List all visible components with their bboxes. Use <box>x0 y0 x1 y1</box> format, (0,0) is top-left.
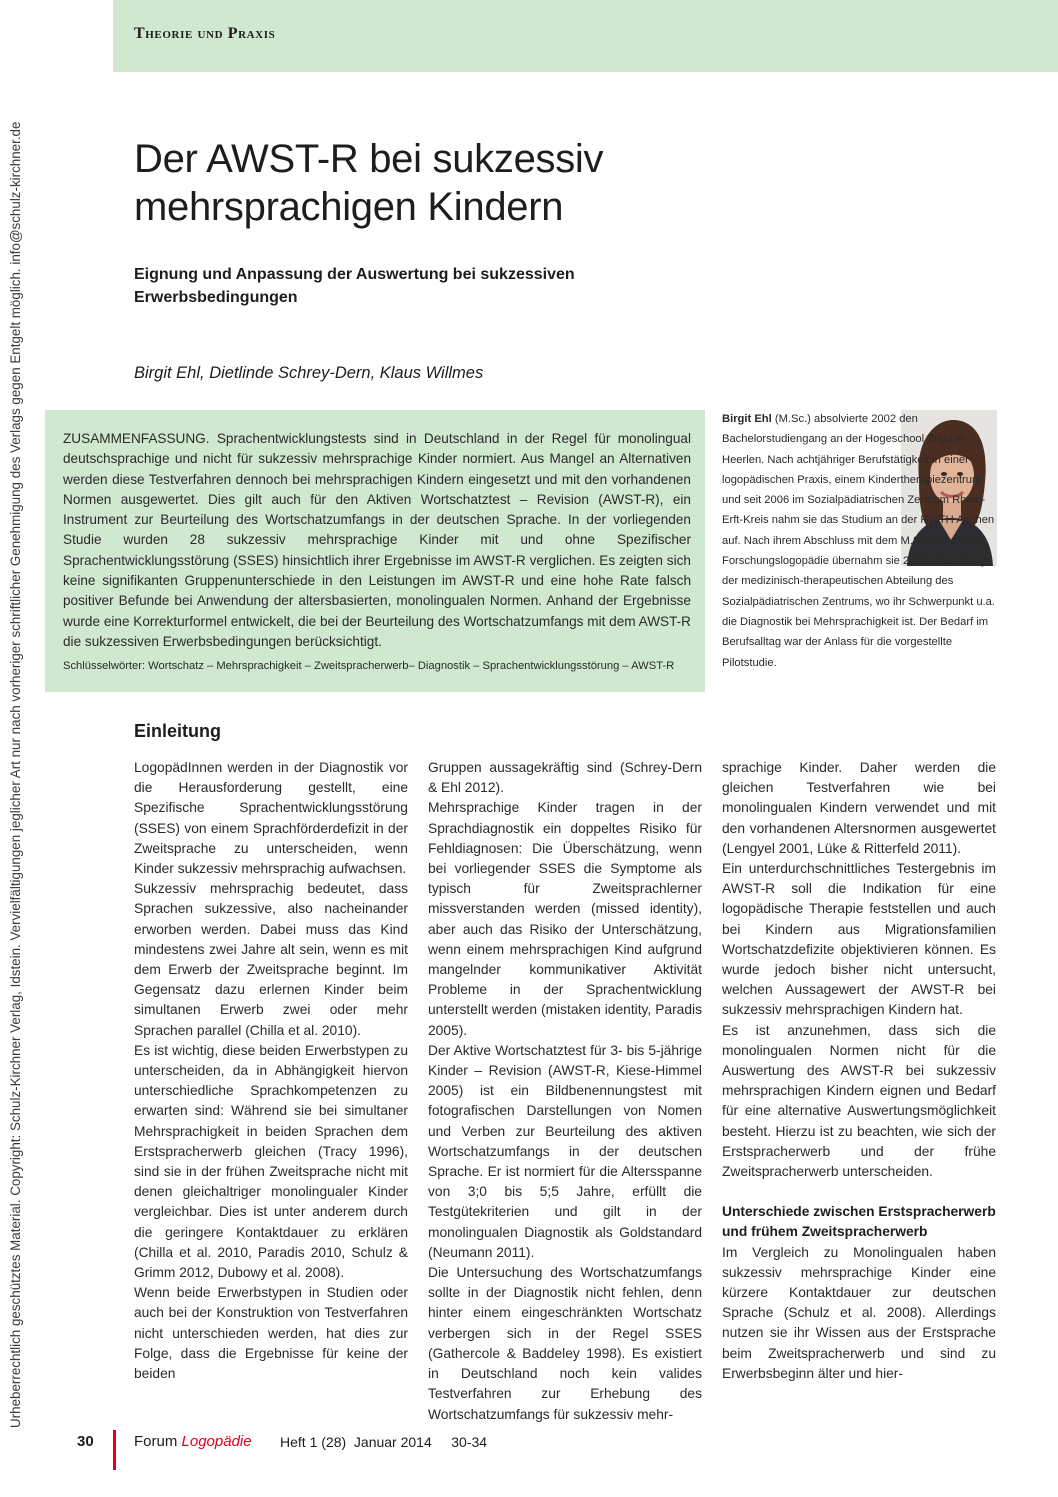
body-column-3 <box>722 758 996 1384</box>
paragraph: LogopädInnen werden in der Diagnostik vor die Herausforderung gestellt, eine Spezifische Sprachentwicklungsstörung (SSES) von einem Sprachförderdefizit in der Zweitsprache zu unterscheiden, wenn Kinder sukzessiv mehrsprachig aufwachsen. <box>134 760 408 877</box>
paragraph: Ein unterdurchschnittliches Testergebnis im AWST-R soll die Indikation für eine logopädische Therapie feststellen und auch bei Kindern aus Migrationsfamilien Wortschatzdefizite objektivieren können. Es wurde jedoch bisher nicht untersucht, welchen Aussagewert der AWST-R bei sukzessiv mehrsprachigen Kindern hat. <box>722 861 996 1018</box>
paragraph: Es ist wichtig, diese beiden Erwerbstypen zu unterscheiden, da in Abhängigkeit hiervon unterschiedliche Sprachkompetenzen zu erwarten sind: Während sie bei simultaner Mehrsprachigkeit in beiden Sprachen dem Erstspracherwerb gleichen (Tracy 1996), sind sie in der frühen Zweitsprache nicht mit denen gleichaltriger monolingualer Kinder vergleichbar. Dies ist unter anderem durch die geringere Kontaktdauer zu erklären (Chilla et al. 2010, Paradis 2010, Schulz & Grimm 2012, Dubowy et al. 2008). <box>134 1042 408 1281</box>
paragraph: sprachige Kinder. Daher werden die gleichen Testverfahren wie bei monolingualen Kindern verwendet und mit den vorhandenen Altersnormen ausgewertet (Lengyel 2001, Lüke & Ritterfeld 2011). <box>722 760 996 856</box>
journal-name-accent: Logopädie <box>181 1433 252 1450</box>
paragraph: Wenn beide Erwerbstypen in Studien oder auch bei der Konstruktion von Testverfahren nicht unterschieden werden, hat dies zur Folge, dass die Ergebnisse für keine der beiden <box>134 1285 408 1382</box>
abstract-text: ZUSAMMENFASSUNG. Sprachentwicklungstests sind in Deutschland in der Regel für monolingual deutschsprachige und nicht für sukzessiv mehrsprachige Kinder normiert. Aus Mangel an Alternativen werden diese Testverfahren dennoch bei mehrsprachigen Kindern eingesetzt und mit den vorhandenen Normen ausgewertet. Dies gilt auch für den Aktiven Wortschatztest – Revision (AWST-R), ein Instrument zur Beurteilung des Wortschatzumfangs in der deutschen Sprache. In der vorliegenden Studie wurden 28 sukzessiv mehrsprachige Kinder mit und ohne Spezifischer Sprachentwicklungsstörung (SSES) hinsichtlich ihrer Ergebnisse im AWST-R verglichen. Es zeigten sich keine signifikanten Gruppenunterschiede in den Leistungen im AWST-R und eine hohe Rate falsch positiver Befunde bei Anwendung der altersbasierten, monolingualen Normen. Anhand der Ergebnisse wurde eine Korrekturformel entwickelt, die bei der Beurteilung des Wortschatzumfangs mit dem AWST-R die sukzessiven Erwerbsbedingungen berücksichtigt. <box>63 431 691 649</box>
body-column-2 <box>428 758 702 1425</box>
article-authors: Birgit Ehl, Dietlinde Schrey-Dern, Klaus Willmes <box>134 364 484 382</box>
paragraph: Es ist anzunehmen, dass sich die monolingualen Normen nicht für die Auswertung des AWST-R bei sukzessiv mehrsprachigen Kindern eignen und Bedarf für eine alternative Auswertungsmöglichkeit besteht. Hierzu ist zu beachten, wie sich der Erstspracherwerb und der frühe Zweitspracherwerb unterscheiden. <box>722 1022 996 1180</box>
section-label: Theorie und Praxis <box>134 25 276 42</box>
intro-heading: Einleitung <box>134 721 221 741</box>
article-title: Der AWST-R bei sukzessiv mehrsprachigen Kindern <box>134 137 604 229</box>
paragraph: Der Aktive Wortschatztest für 3- bis 5-jährige Kinder – Revision (AWST-R, Kiese-Himmel 2005) ist ein Bildbenennungstest mit fotografischen Darstellungen von Nomen und Verben zur Beurteilung des aktiven Wortschatzumfangs in der deutschen Sprache. Er ist normiert für die Altersspanne von 3;0 bis 5;5 Jahre, erfüllt die Testgütekriterien und gilt in der monolingualen Diagnostik als Goldstandard (Neumann 2011). <box>428 1042 702 1260</box>
journal-name <box>134 1433 252 1450</box>
author-bio <box>722 409 997 673</box>
issue-info: Heft 1 (28) Januar 2014 30-34 <box>280 1434 488 1450</box>
paragraph: Gruppen aussagekräftig sind (Schrey-Dern & Ehl 2012). <box>428 760 702 796</box>
copyright-notice: Urheberrechtlich geschütztes Material. Copyright: Schulz-Kirchner Verlag, Idstein. Vervielfältigungen jeglicher Art nur nach vorheriger schriftlicher Genehmigung des Verlags gegen Entgelt möglich. info@schulz-kirchner.de <box>8 121 23 1428</box>
bio-name: Birgit Ehl <box>722 413 772 425</box>
paragraph: Mehrsprachige Kinder tragen in der Sprachdiagnostik ein doppeltes Risiko für Fehldiagnosen: Die Überschätzung, wenn bei vorliegender SSES die Symptome als typisch für Zweitsprachlerner missverstanden werden (missed identity), aber auch das Risiko der Unterschätzung, wenn einem mehrsprachigen Kind aufgrund mangelnder kommunikativer Aktivität Probleme in der Sprachentwicklung unterstellt werden (mistaken identity, Paradis 2005). <box>428 800 702 1038</box>
body-column-1 <box>134 758 408 1384</box>
keywords: Schlüsselwörter: Wortschatz – Mehrsprachigkeit – Zweitspracherwerb– Diagnostik – Sprachentwicklungsstörung – AWST-R <box>63 660 675 672</box>
paragraph: Sukzessiv mehrsprachig bedeutet, dass Sprachen sukzessive, also nacheinander erworben werden. Dabei muss das Kind mindestens zwei Jahre alt sein, wenn es mit dem Erwerb der Zweitsprache beginnt. Im Gegensatz dazu erlernen Kinder beim simultanen Erwerb zwei oder mehr Sprachen parallel (Chilla et al. 2010). <box>134 881 408 1038</box>
subsection-heading: Unterschiede zwischen Erstspracherwerb und frühem Zweitspracherwerb <box>722 1204 996 1240</box>
article-subtitle: Eignung und Anpassung der Auswertung bei sukzessiven Erwerbsbedingungen <box>134 266 575 306</box>
bio-text: (M.Sc.) absolvierte 2002 den Bachelorstudiengang an der Hogeschool Zuyd in Heerlen. Nach achtjähriger Berufstätigkeit in einer logopädischen Praxis, einem Kindertherapiezentrum und seit 2006 im Sozialpädiatrischen Zentrum Rhein-Erft-Kreis nahm sie das Studium an der RWTH Aachen auf. Nach ihrem Abschluss mit dem M.Sc. Lehr- und Forschungslogopädie übernahm sie 2013 die Leitung der medizinisch-therapeutischen Abteilung des Sozialpädiatrischen Zentrums, wo ihr Schwerpunkt u.a. die Diagnostik bei Mehrsprachigkeit ist. Der Bedarf im Berufsalltag war der Anlass für die vorgestellte Pilotstudie. <box>722 413 995 669</box>
paragraph: Im Vergleich zu Monolingualen haben sukzessiv mehrsprachige Kinder eine kürzere Kontaktdauer zur deutschen Sprache (Schulz et al. 2008). Allerdings nutzen sie ihr Wissen aus der Erstsprache beim Zweitspracherwerb und sind zu Erwerbsbeginn älter und hier- <box>722 1244 996 1381</box>
footer-divider <box>113 1430 116 1470</box>
page-number: 30 <box>77 1433 94 1450</box>
paragraph: Die Untersuchung des Wortschatzumfangs sollte in der Diagnostik nicht fehlen, denn hinter einem eingeschränkten Wortschatz verbergen sich in der Regel SSES (Gathercole & Baddeley 1998). Es existiert in Deutschland noch kein valides Testverfahren zur Erhebung des Wortschatzumfangs für sukzessiv mehr- <box>428 1265 702 1422</box>
journal-name-main: Forum <box>134 1433 178 1450</box>
